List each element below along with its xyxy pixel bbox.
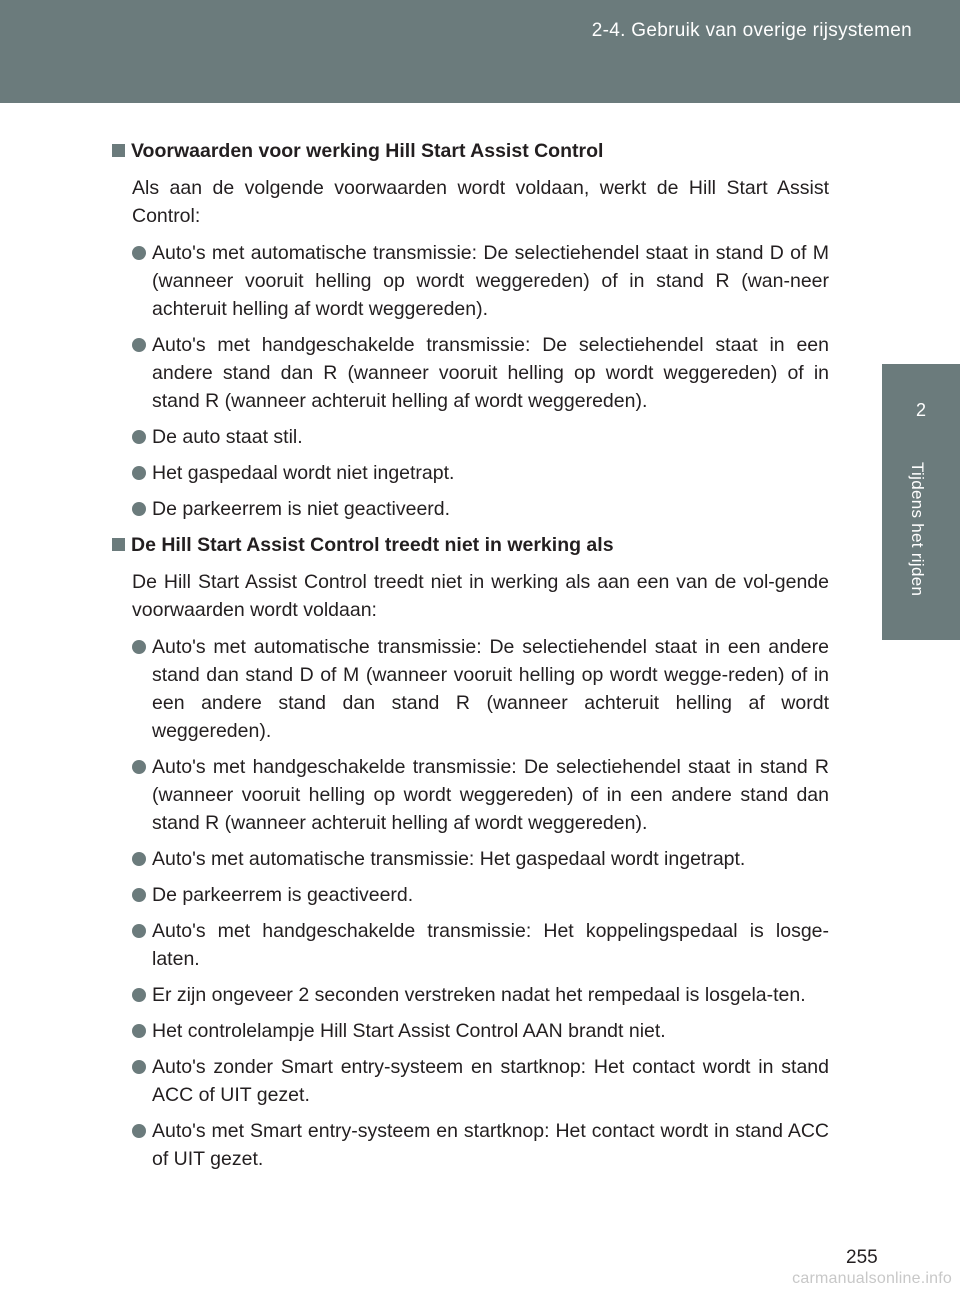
round-bullet-icon [132,852,146,866]
section-heading-text: Voorwaarden voor werking Hill Start Assist Control [131,140,604,162]
list-item [132,753,829,837]
list-item [132,239,829,323]
list-item-text: Auto's met Smart entry-systeem en startknop: Het contact wordt in stand ACC of UIT gezet. [152,1120,829,1170]
list-item [132,423,829,451]
chapter-label: Tijdens het rijden [908,462,927,597]
list-item [132,881,829,909]
list-item [132,1053,829,1109]
chapter-side-tab [882,364,960,640]
list-item [132,981,829,1009]
list-item [132,1117,829,1173]
round-bullet-icon [132,888,146,902]
list-item [132,633,829,745]
round-bullet-icon [132,1124,146,1138]
section-title: 2-4. Gebruik van overige rijsystemen [591,20,912,41]
round-bullet-icon [132,502,146,516]
list-item-text: Auto's met handgeschakelde transmissie: De selectiehendel staat in stand R (wanneer vooruit helling op wordt weggereden) of in een andere stand dan stand R (wanneer achteruit helling af wordt weggereden). [152,756,829,834]
round-bullet-icon [132,430,146,444]
round-bullet-icon [132,924,146,938]
section-not-operating-conditions [112,531,829,1173]
list-item-text: Auto's zonder Smart entry-systeem en startknop: Het contact wordt in stand ACC of UIT gezet. [152,1056,829,1106]
round-bullet-icon [132,338,146,352]
list-item-text: Auto's met automatische transmissie: De selectiehendel staat in een andere stand dan stand D of M (wanneer vooruit helling op wordt wegge-reden) of in een andere stand dan stand R (wanneer achteruit helling af wordt weggereden). [152,636,829,742]
square-bullet-icon [112,538,125,551]
list-item-text: Het controlelampje Hill Start Assist Control AAN brandt niet. [152,1020,666,1042]
section-operating-conditions [112,137,829,523]
page-number: 255 [846,1247,878,1268]
section-intro: Als aan de volgende voorwaarden wordt voldaan, werkt de Hill Start Assist Control: [132,177,829,227]
list-item [132,917,829,973]
round-bullet-icon [132,988,146,1002]
round-bullet-icon [132,640,146,654]
list-item-text: De auto staat stil. [152,426,303,448]
list-item-text: Auto's met automatische transmissie: Het gaspedaal wordt ingetrapt. [152,848,746,870]
section-heading [112,531,829,559]
list-item [132,1017,829,1045]
round-bullet-icon [132,246,146,260]
round-bullet-icon [132,466,146,480]
condition-list [112,633,829,1173]
list-item [132,331,829,415]
round-bullet-icon [132,1060,146,1074]
watermark: carmanualsonline.info [792,1270,952,1287]
header-band [0,0,960,103]
square-bullet-icon [112,144,125,157]
list-item-text: De parkeerrem is geactiveerd. [152,884,414,906]
list-item-text: Auto's met handgeschakelde transmissie: De selectiehendel staat in een andere stand dan R (wanneer vooruit helling op wordt weggereden) of in stand R (wanneer achteruit helling af wordt weggereden). [152,334,829,412]
round-bullet-icon [132,760,146,774]
section-heading-text: De Hill Start Assist Control treedt niet in werking als [131,534,614,556]
section-heading [112,137,829,165]
chapter-number: 2 [915,400,926,420]
section-intro: De Hill Start Assist Control treedt niet in werking als aan een van de vol-gende voorwaarden wordt voldaan: [132,571,829,621]
list-item-text: Auto's met automatische transmissie: De selectiehendel staat in stand D of M (wanneer vooruit helling op wordt weggereden) of in stand R (wan-neer achteruit helling af wordt weggereden). [152,242,829,320]
list-item [132,495,829,523]
list-item-text: Er zijn ongeveer 2 seconden verstreken nadat het rempedaal is losgela-ten. [152,984,806,1006]
list-item-text: De parkeerrem is niet geactiveerd. [152,498,451,520]
list-item [132,845,829,873]
page-content [112,137,829,1181]
list-item-text: Het gaspedaal wordt niet ingetrapt. [152,462,455,484]
list-item [132,459,829,487]
round-bullet-icon [132,1024,146,1038]
list-item-text: Auto's met handgeschakelde transmissie: Het koppelingspedaal is losge-laten. [152,920,829,970]
condition-list [112,239,829,523]
